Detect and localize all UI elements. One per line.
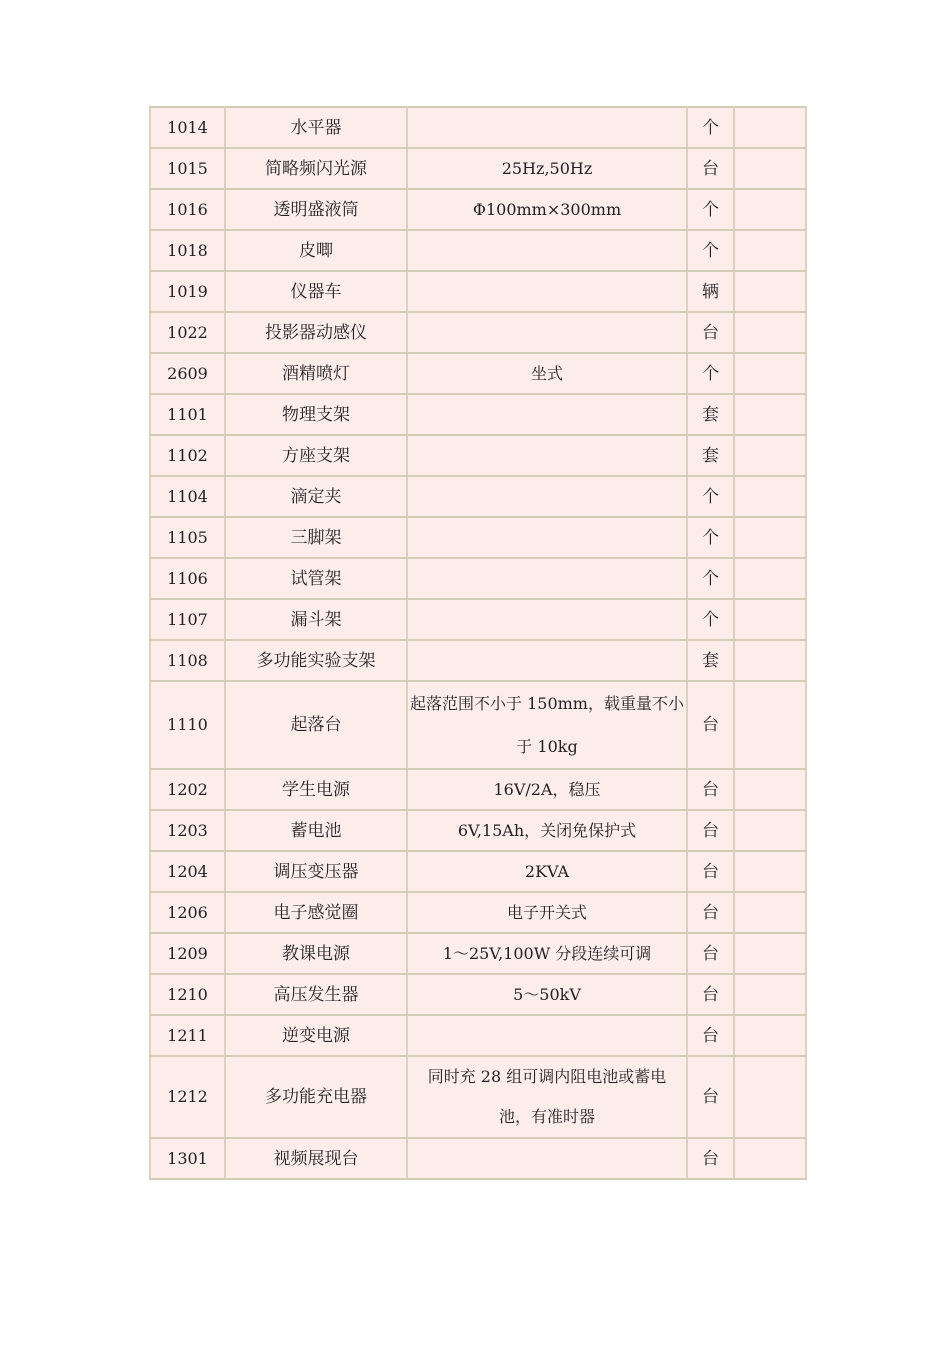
item-code: 1019 (150, 271, 225, 312)
item-code: 1015 (150, 148, 225, 189)
item-unit: 辆 (687, 271, 734, 312)
item-code: 1101 (150, 394, 225, 435)
item-name: 三脚架 (225, 517, 407, 558)
item-unit: 台 (687, 851, 734, 892)
item-name: 皮唧 (225, 230, 407, 271)
item-qty (734, 517, 806, 558)
item-spec: 5～50kV (407, 974, 687, 1015)
item-name: 多功能实验支架 (225, 640, 407, 681)
item-qty (734, 681, 806, 769)
item-spec (407, 1138, 687, 1179)
item-unit: 台 (687, 933, 734, 974)
table-row (150, 312, 806, 353)
table-row (150, 435, 806, 476)
item-spec: 6V,15Ah，关闭免保护式 (407, 810, 687, 851)
table-row (150, 892, 806, 933)
table-row (150, 851, 806, 892)
item-spec (407, 435, 687, 476)
item-code: 1104 (150, 476, 225, 517)
item-spec (407, 271, 687, 312)
item-spec (407, 107, 687, 148)
table-row (150, 189, 806, 230)
equipment-table-body (150, 107, 806, 1179)
item-spec (407, 517, 687, 558)
table-row (150, 394, 806, 435)
item-name: 投影器动感仪 (225, 312, 407, 353)
item-qty (734, 810, 806, 851)
item-unit: 个 (687, 599, 734, 640)
table-row (150, 271, 806, 312)
item-spec (407, 1015, 687, 1056)
item-name: 试管架 (225, 558, 407, 599)
item-qty (734, 892, 806, 933)
table-row (150, 1015, 806, 1056)
item-name: 视频展现台 (225, 1138, 407, 1179)
item-code: 1206 (150, 892, 225, 933)
item-qty (734, 107, 806, 148)
item-name: 起落台 (225, 681, 407, 769)
item-name: 仪器车 (225, 271, 407, 312)
item-code: 1210 (150, 974, 225, 1015)
table-row (150, 558, 806, 599)
item-unit: 台 (687, 1138, 734, 1179)
item-qty (734, 435, 806, 476)
item-name: 蓄电池 (225, 810, 407, 851)
item-spec (407, 640, 687, 681)
item-name: 逆变电源 (225, 1015, 407, 1056)
table-row (150, 599, 806, 640)
table-row (150, 1138, 806, 1179)
item-code: 1018 (150, 230, 225, 271)
item-code: 1209 (150, 933, 225, 974)
item-name: 调压变压器 (225, 851, 407, 892)
item-spec: 起落范围不小于 150mm，载重量不小于 10kg (407, 681, 687, 769)
item-unit: 个 (687, 107, 734, 148)
item-name: 学生电源 (225, 769, 407, 810)
item-unit: 台 (687, 1015, 734, 1056)
item-spec: 电子开关式 (407, 892, 687, 933)
item-unit: 台 (687, 810, 734, 851)
item-qty (734, 189, 806, 230)
item-qty (734, 312, 806, 353)
item-qty (734, 1015, 806, 1056)
item-spec (407, 312, 687, 353)
item-qty (734, 1056, 806, 1138)
item-qty (734, 769, 806, 810)
item-name: 方座支架 (225, 435, 407, 476)
item-code: 1105 (150, 517, 225, 558)
table-row (150, 148, 806, 189)
item-qty (734, 558, 806, 599)
item-unit: 台 (687, 892, 734, 933)
item-unit: 台 (687, 681, 734, 769)
table-row (150, 107, 806, 148)
table-row (150, 230, 806, 271)
item-qty (734, 230, 806, 271)
item-code: 2609 (150, 353, 225, 394)
item-code: 1203 (150, 810, 225, 851)
table-row (150, 517, 806, 558)
item-unit: 台 (687, 312, 734, 353)
table-row (150, 476, 806, 517)
item-spec (407, 394, 687, 435)
item-qty (734, 476, 806, 517)
item-unit: 台 (687, 974, 734, 1015)
item-qty (734, 1138, 806, 1179)
item-code: 1016 (150, 189, 225, 230)
table-row (150, 353, 806, 394)
item-qty (734, 394, 806, 435)
item-spec: 16V/2A，稳压 (407, 769, 687, 810)
item-code: 1022 (150, 312, 225, 353)
item-qty (734, 974, 806, 1015)
item-unit: 套 (687, 435, 734, 476)
item-unit: 套 (687, 394, 734, 435)
item-qty (734, 148, 806, 189)
item-code: 1202 (150, 769, 225, 810)
item-code: 1211 (150, 1015, 225, 1056)
item-qty (734, 933, 806, 974)
item-unit: 个 (687, 476, 734, 517)
item-spec (407, 230, 687, 271)
item-spec: 25Hz,50Hz (407, 148, 687, 189)
item-name: 简略频闪光源 (225, 148, 407, 189)
item-unit: 套 (687, 640, 734, 681)
equipment-table-page (149, 106, 805, 1180)
item-name: 水平器 (225, 107, 407, 148)
item-code: 1301 (150, 1138, 225, 1179)
item-spec: Φ100mm×300mm (407, 189, 687, 230)
item-spec (407, 476, 687, 517)
item-unit: 个 (687, 189, 734, 230)
item-spec (407, 558, 687, 599)
table-row (150, 769, 806, 810)
item-spec (407, 599, 687, 640)
item-name: 酒精喷灯 (225, 353, 407, 394)
item-unit: 个 (687, 353, 734, 394)
item-qty (734, 353, 806, 394)
item-code: 1110 (150, 681, 225, 769)
table-row (150, 974, 806, 1015)
item-name: 漏斗架 (225, 599, 407, 640)
item-unit: 个 (687, 230, 734, 271)
table-row (150, 640, 806, 681)
item-unit: 台 (687, 769, 734, 810)
item-name: 高压发生器 (225, 974, 407, 1015)
item-qty (734, 599, 806, 640)
item-code: 1212 (150, 1056, 225, 1138)
item-code: 1107 (150, 599, 225, 640)
item-name: 电子感觉圈 (225, 892, 407, 933)
item-spec: 同时充 28 组可调内阻电池或蓄电池，有准时器 (407, 1056, 687, 1138)
item-spec: 2KVA (407, 851, 687, 892)
item-unit: 台 (687, 148, 734, 189)
item-code: 1014 (150, 107, 225, 148)
item-code: 1204 (150, 851, 225, 892)
item-qty (734, 640, 806, 681)
item-qty (734, 271, 806, 312)
table-row (150, 681, 806, 769)
table-row (150, 1056, 806, 1138)
item-name: 物理支架 (225, 394, 407, 435)
item-spec: 坐式 (407, 353, 687, 394)
item-code: 1106 (150, 558, 225, 599)
table-row (150, 810, 806, 851)
item-name: 透明盛液筒 (225, 189, 407, 230)
item-name: 教课电源 (225, 933, 407, 974)
equipment-table (149, 106, 807, 1180)
item-name: 滴定夹 (225, 476, 407, 517)
item-unit: 台 (687, 1056, 734, 1138)
item-qty (734, 851, 806, 892)
item-unit: 个 (687, 517, 734, 558)
item-code: 1108 (150, 640, 225, 681)
item-code: 1102 (150, 435, 225, 476)
item-name: 多功能充电器 (225, 1056, 407, 1138)
item-spec: 1～25V,100W 分段连续可调 (407, 933, 687, 974)
table-row (150, 933, 806, 974)
item-unit: 个 (687, 558, 734, 599)
